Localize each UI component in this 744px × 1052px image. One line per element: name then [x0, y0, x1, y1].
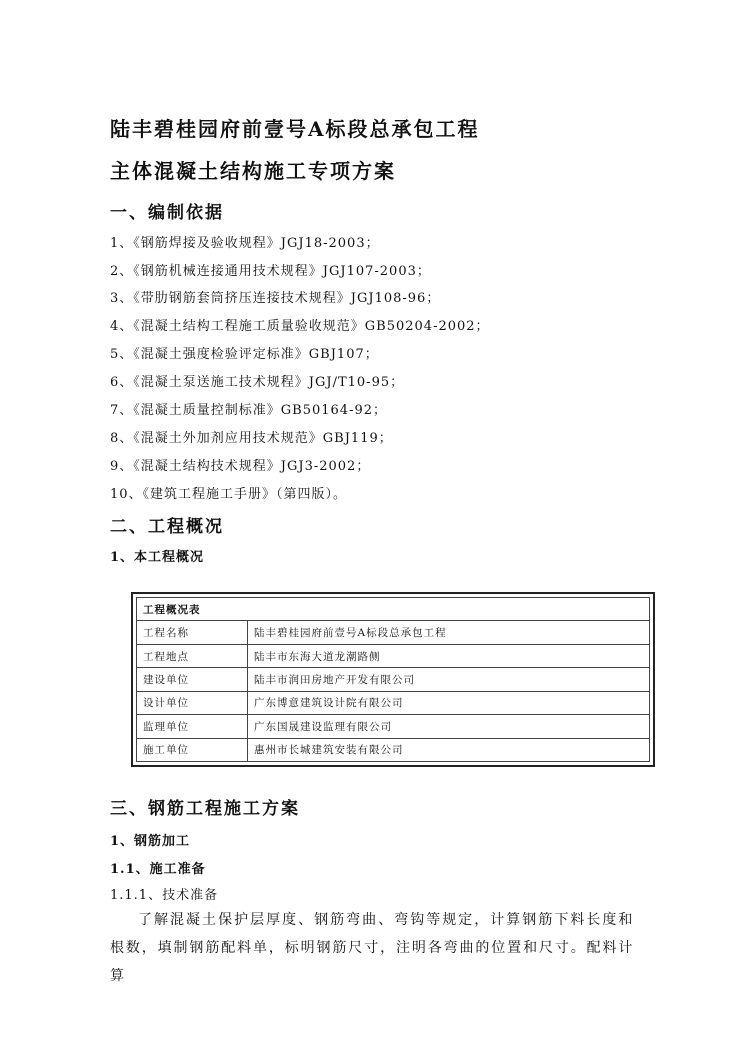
table-value: 广东博意建筑设计院有限公司 [248, 691, 650, 714]
table-value: 广东国晟建设监理有限公司 [248, 715, 650, 738]
table-row [137, 738, 650, 761]
reference-item: 7、《混凝土质量控制标准》GB50164-92； [110, 403, 387, 418]
subsection-heading: 1、钢筋加工 [110, 834, 191, 849]
subsection-heading: 1、本工程概况 [110, 550, 205, 565]
reference-item: 1、《钢筋焊接及验收规程》JGJ18-2003； [110, 236, 380, 251]
reference-item: 3、《带肋钢筋套筒挤压连接技术规程》JGJ108-96； [110, 291, 441, 306]
section-heading-overview: 二、工程概况 [110, 517, 224, 537]
subsection-heading: 1.1、施工准备 [110, 862, 206, 877]
table-key: 工程地点 [137, 644, 248, 667]
table-row [137, 668, 650, 691]
table-key: 施工单位 [137, 738, 248, 761]
table-key: 设计单位 [137, 691, 248, 714]
scheme-title: 主体混凝土结构施工专项方案 [110, 159, 396, 183]
body-paragraph: 了解混凝土保护层厚度、钢筋弯曲、弯钩等规定，计算钢筋下料长度和根数，填制钢筋配料单，标明钢筋尺寸，注明各弯曲的位置和尺寸。配料计算 [110, 912, 634, 984]
reference-item: 6、《混凝土泵送施工技术规程》JGJ/T10-95； [110, 375, 405, 390]
table-key: 监理单位 [137, 715, 248, 738]
reference-item: 5、《混凝土强度检验评定标准》GBJ107； [110, 347, 379, 362]
reference-item: 10、《建筑工程施工手册》（第四版）。 [110, 487, 348, 502]
reference-item: 8、《混凝土外加剂应用技术规范》GBJ119； [110, 431, 393, 446]
table-row [137, 691, 650, 714]
table-row [137, 644, 650, 667]
reference-item: 9、《混凝土结构技术规程》JGJ3-2002； [110, 459, 371, 474]
reference-item: 2、《钢筋机械连接通用技术规程》JGJ107-2003； [110, 264, 431, 279]
reference-item: 4、《混凝土结构工程施工质量验收规范》GB50204-2002； [110, 319, 490, 334]
section-heading-basis: 一、编制依据 [110, 203, 224, 223]
table-value: 陆丰市东海大道龙潮路侧 [248, 644, 650, 667]
project-title: 陆丰碧桂园府前壹号A标段总承包工程 [110, 117, 480, 141]
section-heading-rebar: 三、钢筋工程施工方案 [110, 799, 300, 819]
table-row [137, 715, 650, 738]
project-overview-table [131, 592, 655, 767]
table-value: 陆丰碧桂园府前壹号A标段总承包工程 [248, 621, 650, 644]
table-key: 工程名称 [137, 621, 248, 644]
table-key: 建设单位 [137, 668, 248, 691]
table-value: 陆丰市润田房地产开发有限公司 [248, 668, 650, 691]
table-value: 惠州市长城建筑安装有限公司 [248, 738, 650, 761]
table-caption: 工程概况表 [137, 598, 650, 621]
subsection-heading: 1.1.1、技术准备 [110, 888, 219, 903]
table-caption-row [137, 598, 650, 621]
table-row [137, 621, 650, 644]
